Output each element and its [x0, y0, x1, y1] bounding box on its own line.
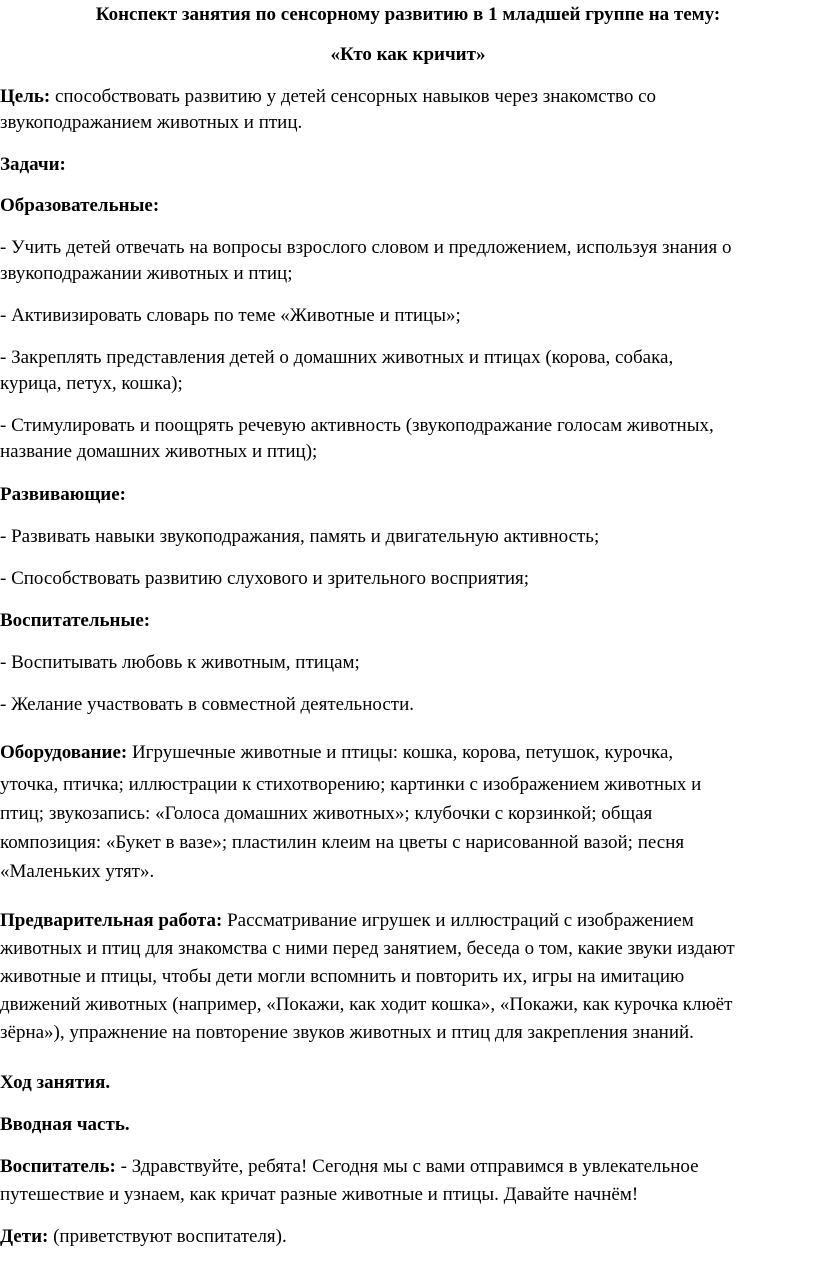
goal-paragraph — [0, 86, 656, 108]
educational-heading: Образовательные: — [0, 195, 160, 216]
equipment-line: композиция: «Букет в вазе»; пластилин клеим на цветы с нарисованной вазой; песня — [0, 832, 685, 853]
children-paragraph: Дети: (приветствуют воспитателя). — [0, 1226, 287, 1247]
preliminary-line: движений животных (например, «Покажи, как ходит кошка», «Покажи, как курочка клюёт — [0, 994, 733, 1015]
document-subtitle: «Кто как кричит» — [330, 44, 486, 65]
intro-heading: Вводная часть. — [0, 1114, 130, 1135]
teacher-paragraph-cont: путешествие и узнаем, как кричат разные животные и птицы. Давайте начнём! — [0, 1184, 639, 1205]
list-item: - Желание участвовать в совместной деятельности. — [0, 694, 415, 715]
list-item: - Учить детей отвечать на вопросы взрослого словом и предложением, используя знания о — [0, 237, 732, 258]
course-heading: Ход занятия. — [0, 1072, 111, 1093]
developmental-heading: Развивающие: — [0, 484, 126, 505]
list-item: - Способствовать развитию слухового и зрительного восприятия; — [0, 568, 530, 589]
equipment-label: Оборудование: — [0, 742, 128, 763]
preliminary-paragraph: Предварительная работа: Рассматривание игрушек и иллюстраций с изображением — [0, 910, 694, 931]
preliminary-label: Предварительная работа: — [0, 910, 223, 931]
preliminary-line: животных и птиц для знакомства с ними перед занятием, беседа о том, какие звуки издают — [0, 938, 735, 959]
list-item: - Стимулировать и поощрять речевую активность (звукоподражание голосам животных, — [0, 415, 714, 436]
children-label: Дети: — [0, 1226, 49, 1247]
goal-label: Цель: — [0, 86, 51, 107]
list-item: - Развивать навыки звукоподражания, память и двигательную активность; — [0, 526, 600, 547]
goal-paragraph-cont: звукоподражанием животных и птиц. — [0, 112, 303, 133]
list-item: - Активизировать словарь по теме «Животные и птицы»; — [0, 305, 461, 326]
teacher-paragraph: Воспитатель: - Здравствуйте, ребята! Сегодня мы с вами отправимся в увлекательное — [0, 1156, 699, 1177]
list-item-cont: название домашних животных и птиц); — [0, 441, 318, 462]
equipment-line: уточка, птичка; иллюстрации к стихотворению; картинки с изображением животных и — [0, 774, 702, 795]
goal-text: способствовать развитию у детей сенсорных навыков через знакомство со — [55, 86, 657, 107]
equipment-line: птиц; звукозапись: «Голоса домашних животных»; клубочки с корзинкой; общая — [0, 803, 653, 824]
document-title: Конспект занятия по сенсорному развитию в 1 младшей группе на тему: — [95, 4, 721, 25]
upbringing-heading: Воспитательные: — [0, 610, 151, 631]
list-item: - Воспитывать любовь к животным, птицам; — [0, 652, 360, 673]
preliminary-line: животные и птицы, чтобы дети могли вспомнить и повторить их, игры на имитацию — [0, 966, 685, 987]
equipment-paragraph: Оборудование: Игрушечные животные и птицы: кошка, корова, петушок, курочка, — [0, 742, 674, 763]
list-item: - Закреплять представления детей о домашних животных и птицах (корова, собака, — [0, 347, 674, 368]
list-item-cont: звукоподражании животных и птиц; — [0, 263, 293, 284]
list-item-cont: курица, петух, кошка); — [0, 373, 183, 394]
equipment-line: «Маленьких утят». — [0, 861, 155, 882]
tasks-heading: Задачи: — [0, 154, 66, 175]
preliminary-line: зёрна»), упражнение на повторение звуков животных и птиц для закрепления знаний. — [0, 1022, 694, 1043]
teacher-label: Воспитатель: — [0, 1156, 116, 1177]
